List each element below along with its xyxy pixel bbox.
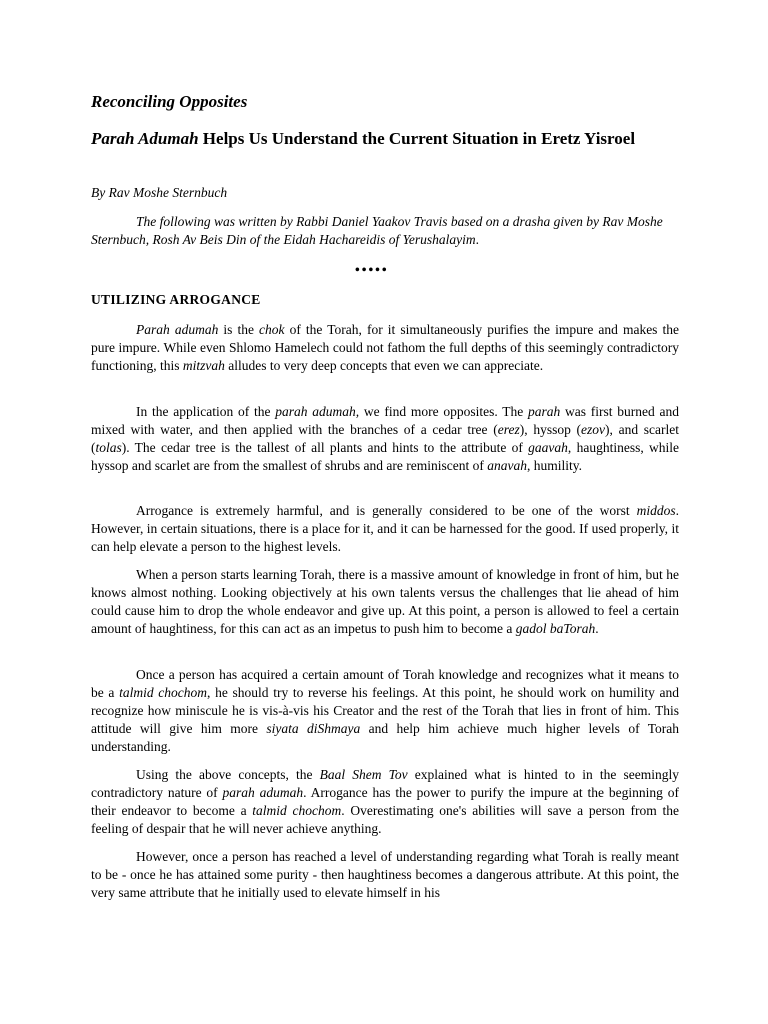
p2-italic: parah adumah, bbox=[275, 404, 360, 419]
intro-paragraph bbox=[91, 213, 679, 249]
p2-text: ), and scarlet ( bbox=[91, 422, 680, 455]
p6-italic: Baal Shem Tov bbox=[319, 767, 408, 782]
p4-text: . bbox=[595, 621, 599, 636]
p1-italic: Parah adumah bbox=[136, 322, 219, 337]
p2-italic: anavah bbox=[487, 458, 528, 473]
p2-text: , haughtiness, while hyssop and scarlet are from the smallest of shrubs and are reminiscent of bbox=[91, 440, 679, 473]
p4-italic: gadol baTorah bbox=[515, 621, 596, 636]
p2-text: In the application of the bbox=[136, 404, 276, 419]
p5-text: , he should try to reverse his feelings. At this point, he should work on humility and recognize how miniscule he is vis-à-vis his Creator and the rest of the Torah that lies in front of him. This attitude will give him more bbox=[91, 685, 680, 736]
title-rest: Helps Us Understand the Current Situation in Eretz Yisroel bbox=[198, 129, 636, 148]
p5-italic: talmid chochom bbox=[119, 685, 208, 700]
article-title bbox=[91, 127, 691, 151]
paragraph-7 bbox=[91, 848, 679, 902]
paragraph-5 bbox=[91, 666, 679, 756]
p7-text: However, once a person has reached a level of understanding regarding what Torah is really meant to be - once he has attained some purity - then haughtiness becomes a dangerous attribute. At this point, the very same attribute that he initially used to elevate himself in his bbox=[91, 849, 679, 900]
p1-italic: mitzvah bbox=[182, 358, 225, 373]
p5-italic: siyata diShmaya bbox=[266, 721, 361, 736]
p2-text: , humility. bbox=[527, 458, 583, 473]
p2-italic: gaavah bbox=[528, 440, 568, 455]
p2-italic: parah bbox=[527, 404, 561, 419]
p2-italic: ezov bbox=[581, 422, 606, 437]
section-separator: ••••• bbox=[355, 262, 389, 277]
p3-text: . However, in certain situations, there is a place for it, and it can be harnessed for the good. If used properly, it can help elevate a person to the highest levels. bbox=[91, 503, 679, 554]
paragraph-2 bbox=[91, 403, 679, 475]
p1-text: alludes to very deep concepts that even we can appreciate. bbox=[224, 358, 544, 373]
p1-italic: chok bbox=[259, 322, 285, 337]
paragraph-6 bbox=[91, 766, 679, 838]
p6-text: . Arrogance has the power to purify the impure at the beginning of their endeavor to become a bbox=[91, 785, 679, 818]
p2-italic: tolas bbox=[95, 440, 122, 455]
paragraph-1 bbox=[91, 321, 679, 375]
p5-text: and help him achieve much higher levels of Torah understanding. bbox=[91, 721, 679, 754]
p2-text: we find more opposites. The bbox=[359, 404, 528, 419]
p6-text: . Overestimating one's abilities will save a person from the feeling of despair that he will never achieve anything. bbox=[91, 803, 679, 836]
p6-text: Using the above concepts, the bbox=[136, 767, 320, 782]
p6-italic: parah adumah bbox=[222, 785, 304, 800]
section-heading: UTILIZING ARROGANCE bbox=[91, 292, 261, 307]
paragraph-3 bbox=[91, 502, 679, 556]
paragraph-4 bbox=[91, 566, 679, 638]
p4-text: When a person starts learning Torah, there is a massive amount of knowledge in front of him, but he knows almost nothing. Looking objectively at his own talents versus the challenges that lie ahead of him could cause him to drop the whole endeavor and give up. At this point, a person is allowed to feel a certain amount of haughtiness, for this can act as an impetus to push him to become a bbox=[91, 567, 679, 636]
p6-italic: talmid chochom bbox=[252, 803, 342, 818]
p3-italic: middos bbox=[636, 503, 676, 518]
p2-italic: erez bbox=[497, 422, 520, 437]
p2-text: ), hyssop ( bbox=[519, 422, 582, 437]
intro-period: . bbox=[475, 232, 479, 247]
section-kicker: Reconciling Opposites bbox=[91, 92, 248, 111]
p3-text: Arrogance is extremely harmful, and is generally considered to be one of the worst bbox=[136, 503, 637, 518]
p6-text: explained what is hinted to in the seemingly contradictory nature of bbox=[91, 767, 680, 800]
intro-text: The following was written by Rabbi Daniel Yaakov Travis based on a drasha given by Rav Moshe Sternbuch, Rosh Av Beis Din of the Eidah Hachareidis of Yerushalayim bbox=[91, 214, 663, 247]
p2-text: ). The cedar tree is the tallest of all plants and hints to the attribute of bbox=[121, 440, 529, 455]
byline: By Rav Moshe Sternbuch bbox=[91, 185, 228, 200]
p2-text: was first burned and mixed with water, and then applied with the branches of a cedar tree ( bbox=[91, 404, 679, 437]
p1-text: is the bbox=[218, 322, 260, 337]
p1-text: of the Torah, for it simultaneously purifies the impure and makes the pure impure. While even Shlomo Hamelech could not fathom the full depths of this seemingly contradictory functioning, this bbox=[91, 322, 680, 373]
p5-text: Once a person has acquired a certain amount of Torah knowledge and recognizes what it means to be a bbox=[91, 667, 679, 700]
title-italic-part: Parah Adumah bbox=[91, 129, 199, 148]
